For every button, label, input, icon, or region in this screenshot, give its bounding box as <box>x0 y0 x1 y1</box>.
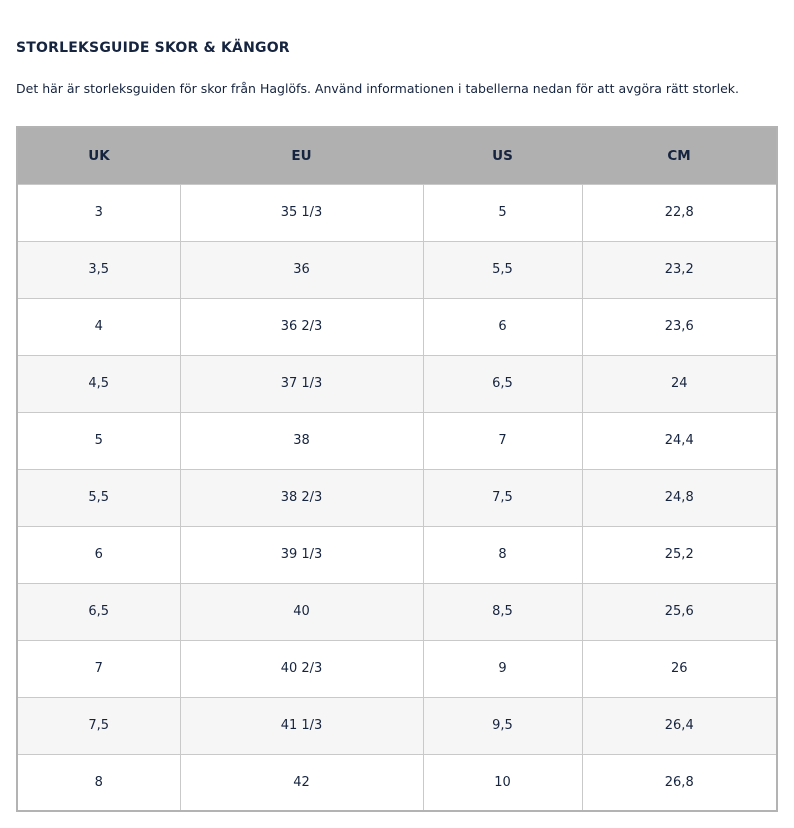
column-header-uk: UK <box>88 147 110 164</box>
cell-us: 7,5 <box>423 469 582 526</box>
cell-uk: 6,5 <box>17 583 180 640</box>
cell-uk: 3 <box>17 184 180 241</box>
cell-us: 5,5 <box>423 241 582 298</box>
table-row <box>17 469 777 526</box>
column-header-cm: CM <box>667 147 691 164</box>
cell-uk: 3,5 <box>17 241 180 298</box>
table-row <box>17 298 777 355</box>
cell-cm: 24 <box>582 355 777 412</box>
column-header-eu: EU <box>291 147 312 164</box>
table-body <box>17 184 777 811</box>
cell-uk: 4 <box>17 298 180 355</box>
cell-uk: 8 <box>17 754 180 811</box>
cell-eu: 39 1/3 <box>180 526 423 583</box>
cell-us: 9,5 <box>423 697 582 754</box>
cell-eu: 37 1/3 <box>180 355 423 412</box>
table-row <box>17 697 777 754</box>
cell-cm: 24,4 <box>582 412 777 469</box>
cell-us: 8,5 <box>423 583 582 640</box>
cell-cm: 25,6 <box>582 583 777 640</box>
cell-uk: 7,5 <box>17 697 180 754</box>
cell-cm: 23,6 <box>582 298 777 355</box>
cell-eu: 38 2/3 <box>180 469 423 526</box>
cell-cm: 26,4 <box>582 697 777 754</box>
table-row <box>17 583 777 640</box>
cell-uk: 7 <box>17 640 180 697</box>
table-row <box>17 754 777 811</box>
table-row <box>17 355 777 412</box>
cell-eu: 35 1/3 <box>180 184 423 241</box>
cell-us: 9 <box>423 640 582 697</box>
cell-eu: 36 <box>180 241 423 298</box>
size-table <box>16 126 778 812</box>
cell-uk: 4,5 <box>17 355 180 412</box>
cell-eu: 41 1/3 <box>180 697 423 754</box>
cell-us: 6 <box>423 298 582 355</box>
cell-cm: 23,2 <box>582 241 777 298</box>
cell-us: 5 <box>423 184 582 241</box>
cell-cm: 26,8 <box>582 754 777 811</box>
cell-cm: 24,8 <box>582 469 777 526</box>
page-title: STORLEKSGUIDE SKOR & KÄNGOR <box>16 40 290 56</box>
table-row <box>17 412 777 469</box>
table-header-row <box>17 127 777 184</box>
column-header-us: US <box>492 147 513 164</box>
cell-cm: 22,8 <box>582 184 777 241</box>
cell-us: 7 <box>423 412 582 469</box>
cell-eu: 40 <box>180 583 423 640</box>
intro-text: Det här är storleksguiden för skor från Haglöfs. Använd informationen i tabellerna nedan för att avgöra rätt storlek. <box>16 81 740 96</box>
cell-us: 6,5 <box>423 355 582 412</box>
cell-eu: 36 2/3 <box>180 298 423 355</box>
cell-uk: 6 <box>17 526 180 583</box>
cell-eu: 42 <box>180 754 423 811</box>
table-row <box>17 184 777 241</box>
cell-uk: 5,5 <box>17 469 180 526</box>
cell-cm: 26 <box>582 640 777 697</box>
table-row <box>17 526 777 583</box>
cell-eu: 38 <box>180 412 423 469</box>
cell-eu: 40 2/3 <box>180 640 423 697</box>
cell-uk: 5 <box>17 412 180 469</box>
table-header <box>17 127 777 184</box>
table-row <box>17 640 777 697</box>
cell-us: 10 <box>423 754 582 811</box>
cell-cm: 25,2 <box>582 526 777 583</box>
table-row <box>17 241 777 298</box>
cell-us: 8 <box>423 526 582 583</box>
